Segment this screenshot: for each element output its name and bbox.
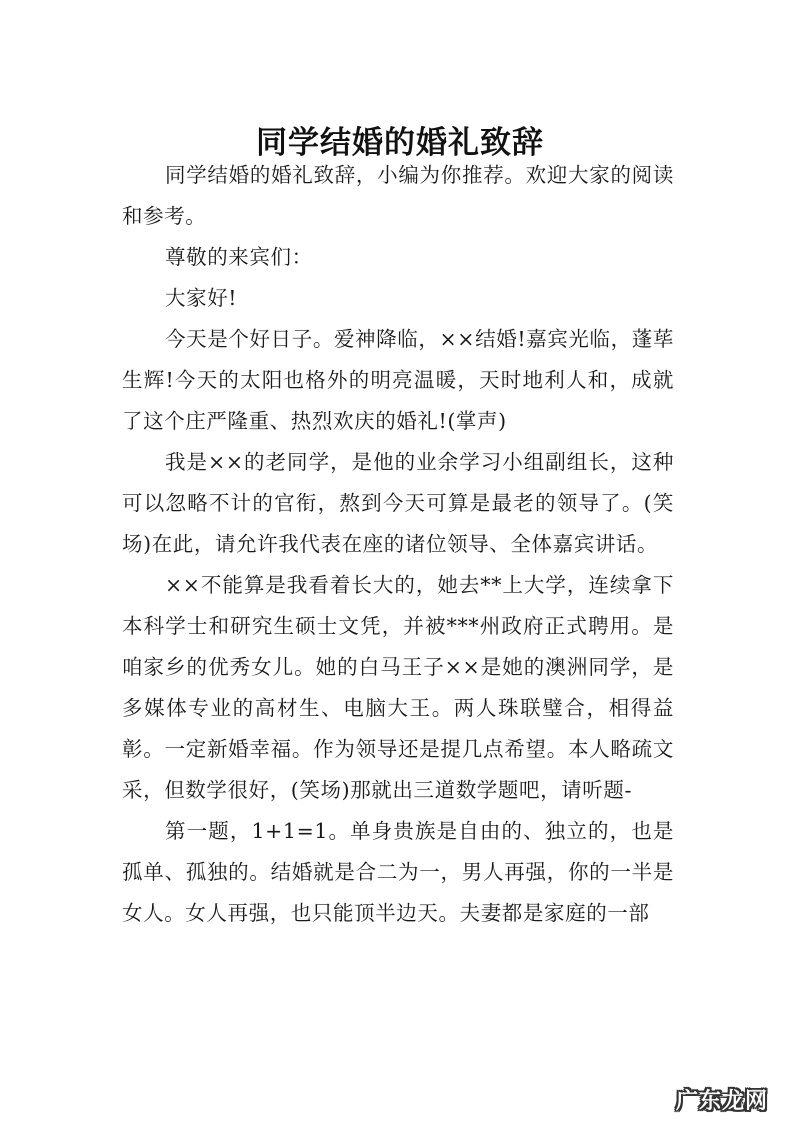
document-title: 同学结婚的婚礼致辞 — [256, 124, 544, 161]
watermark-logo: 广东龙网 — [675, 1089, 768, 1114]
paragraph: 第一题，1+1=1。单身贵族是自由的、独立的，也是孤单、孤独的。结婚就是合二为一，男人再强，你的一半是女人。女人再强，也只能顶半边天。夫妻都是家庭的一部 — [122, 819, 674, 925]
paragraph-salutation: 尊敬的来宾们： — [165, 245, 313, 269]
paragraph: 今天是个好日子。爱神降临，××结婚!嘉宾光临，蓬荜生辉!今天的太阳也格外的明亮温暖，天时地利人和，成就了这个庄严隆重、热烈欢庆的婚礼!(掌声) — [122, 327, 674, 433]
paragraph-intro: 同学结婚的婚礼致辞，小编为你推荐。欢迎大家的阅读和参考。 — [122, 163, 674, 228]
paragraph: ××不能算是我看着长大的，她去**上大学，连续拿下本科学士和研究生硕士文凭，并被***州政府正式聘用。是咱家乡的优秀女儿。她的白马王子××是她的澳洲同学，是多媒体专业的高材生、电脑大王。两人珠联璧合，相得益彰。一定新婚幸福。作为领导还是提几点希望。本人略疏文采，但数学很好，(笑场)那就出三道数学题吧，请听题- — [122, 573, 674, 802]
document-body — [122, 155, 674, 934]
paragraph-greeting: 大家好! — [165, 286, 238, 310]
paragraph: 我是××的老同学，是他的业余学习小组副组长，这种可以忽略不计的官衔，熬到今天可算是最老的领导了。(笑场)在此，请允许我代表在座的诸位领导、全体嘉宾讲话。 — [122, 450, 674, 556]
